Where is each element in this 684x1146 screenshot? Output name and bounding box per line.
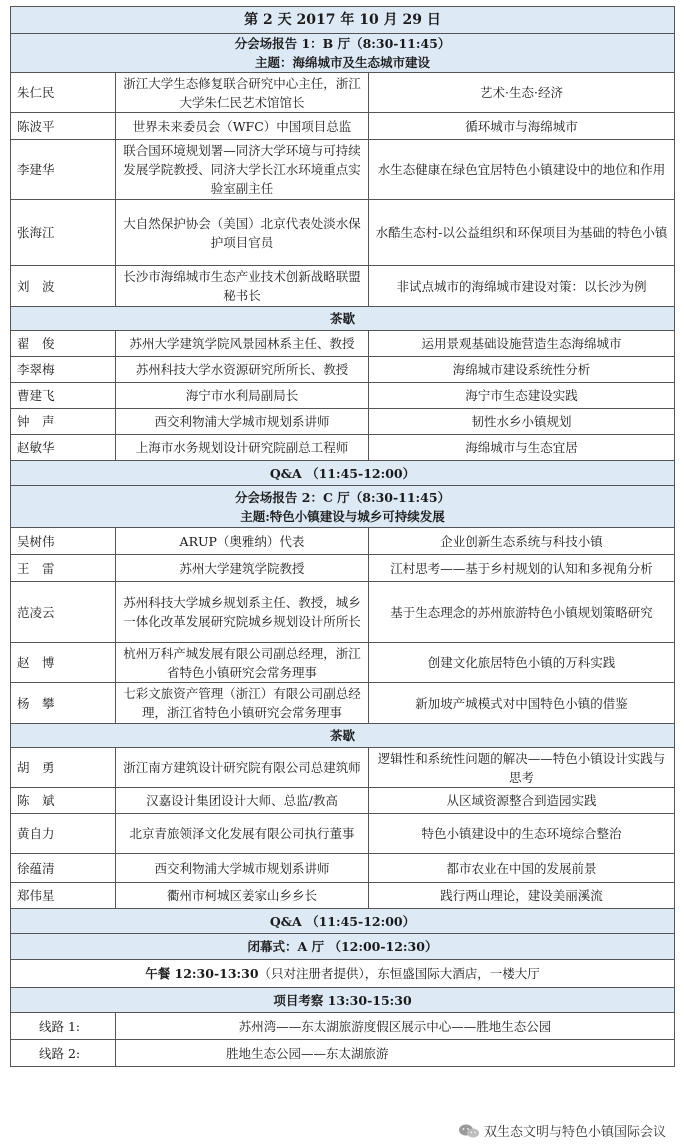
tour-title: 项目考察 13:30-15:30 [11,988,675,1013]
session-2-theme: 主题:特色小镇建设与城乡可持续发展 [240,508,445,524]
speaker-affiliation: ARUP（奥雅纳）代表 [116,528,369,555]
speaker-name: 范凌云 [11,582,116,643]
route-row [11,1040,675,1067]
closing-ceremony: 闭幕式：A 厅 （12:00-12:30） [11,934,675,960]
session-1-theme: 主题：海绵城市及生态城市建设 [254,55,430,70]
tour-header-row [11,988,675,1013]
speaker-affiliation: 浙江大学生态修复联合研究中心主任，浙江大学朱仁民艺术馆馆长 [116,73,369,113]
speaker-affiliation: 苏州大学建筑学院风景园林系主任、教授 [116,331,369,357]
speaker-affiliation: 大自然保护协会（美国）北京代表处淡水保护项目官员 [116,200,369,266]
talk-topic: 特色小镇建设中的生态环境综合整治 [369,814,675,854]
session-2-header [11,486,675,528]
tea-break-row [11,724,675,748]
route-row [11,1013,675,1040]
talk-row [11,683,675,724]
talk-topic: 循环城市与海绵城市 [369,113,675,140]
route-description: 苏州湾——东太湖旅游度假区展示中心——胜地生态公园 [116,1013,675,1040]
talk-row [11,528,675,555]
speaker-affiliation: 苏州科技大学水资源研究所所长、教授 [116,357,369,383]
speaker-affiliation: 海宁市水利局副局长 [116,383,369,409]
talk-row [11,814,675,854]
talk-row [11,788,675,814]
speaker-affiliation: 汉嘉设计集团设计大师、总监/教高 [116,788,369,814]
speaker-name: 张海江 [11,200,116,266]
lunch-row [11,960,675,988]
speaker-affiliation: 西交利物浦大学城市规划系讲师 [116,409,369,435]
route-description: 胜地生态公园——东太湖旅游 [116,1040,675,1067]
speaker-name: 吴树伟 [11,528,116,555]
day-header: 第 2 天 2017 年 10 月 29 日 [11,7,675,34]
qa-label: Q&A （11:45-12:00） [11,461,675,486]
talk-topic: 践行两山理论，建设美丽溪流 [369,883,675,909]
route-name: 线路 1: [11,1013,116,1040]
talk-topic: 海绵城市与生态宜居 [369,435,675,461]
speaker-name: 王 雷 [11,555,116,582]
speaker-affiliation: 联合国环境规划署—同济大学环境与可持续发展学院教授、同济大学长江水环境重点实验室副主任 [116,140,369,200]
wechat-icon [458,1123,480,1139]
talk-row [11,140,675,200]
talk-row [11,883,675,909]
speaker-affiliation: 北京青旅领泽文化发展有限公司执行董事 [116,814,369,854]
talk-topic: 基于生态理念的苏州旅游特色小镇规划策略研究 [369,582,675,643]
talk-topic: 韧性水乡小镇规划 [369,409,675,435]
talk-row [11,582,675,643]
session-1-header [11,34,675,73]
talk-row [11,357,675,383]
speaker-name: 翟 俊 [11,331,116,357]
talk-topic: 创建文化旅居特色小镇的万科实践 [369,643,675,683]
lunch-details: （只对注册者提供），东恒盛国际大酒店，一楼大厅 [258,966,540,981]
session-1-title: 分会场报告 1：B 厅（8:30-11:45） [234,36,451,51]
tea-break-row [11,307,675,331]
speaker-affiliation: 苏州科技大学城乡规划系主任、教授，城乡一体化改革发展研究院城乡规划设计所所长 [116,582,369,643]
talk-row [11,748,675,788]
speaker-affiliation: 苏州大学建筑学院教授 [116,555,369,582]
speaker-affiliation: 西交利物浦大学城市规划系讲师 [116,854,369,883]
talk-row [11,200,675,266]
speaker-name: 徐蕴清 [11,854,116,883]
talk-topic: 艺术·生态·经济 [369,73,675,113]
speaker-name: 陈波平 [11,113,116,140]
talk-topic: 水生态健康在绿色宜居特色小镇建设中的地位和作用 [369,140,675,200]
route-name: 线路 2: [11,1040,116,1067]
closing-row [11,934,675,960]
speaker-name: 李建华 [11,140,116,200]
talk-topic: 非试点城市的海绵城市建设对策：以长沙为例 [369,266,675,307]
talk-topic: 逻辑性和系统性问题的解决——特色小镇设计实践与思考 [369,748,675,788]
talk-topic: 从区域资源整合到造园实践 [369,788,675,814]
talk-row [11,435,675,461]
talk-topic: 企业创新生态系统与科技小镇 [369,528,675,555]
schedule-table [10,6,675,1067]
speaker-name: 钟 声 [11,409,116,435]
talk-row [11,113,675,140]
talk-row [11,555,675,582]
tea-break: 茶歇 [11,307,675,331]
speaker-affiliation: 世界未来委员会（WFC）中国项目总监 [116,113,369,140]
speaker-name: 赵 博 [11,643,116,683]
watermark-text: 双生态文明与特色小镇国际会议 [483,1125,666,1140]
talk-row [11,73,675,113]
talk-row [11,854,675,883]
tea-break: 茶歇 [11,724,675,748]
session-2-title: 分会场报告 2：C 厅（8:30-11:45） [234,489,451,505]
speaker-name: 刘 波 [11,266,116,307]
talk-topic: 江村思考——基于乡村规划的认知和多视角分析 [369,555,675,582]
talk-topic: 海宁市生态建设实践 [369,383,675,409]
speaker-affiliation: 杭州万科产城发展有限公司副总经理，浙江省特色小镇研究会常务理事 [116,643,369,683]
talk-topic: 海绵城市建设系统性分析 [369,357,675,383]
talk-topic: 运用景观基础设施营造生态海绵城市 [369,331,675,357]
schedule-sheet [10,6,674,1067]
talk-row [11,266,675,307]
day-header-row [11,7,675,34]
speaker-name: 李翠梅 [11,357,116,383]
qa-row [11,909,675,934]
speaker-name: 朱仁民 [11,73,116,113]
talk-row [11,383,675,409]
talk-topic: 水酷生态村-以公益组织和环保项目为基础的特色小镇 [369,200,675,266]
lunch-time: 午餐 12:30-13:30 [145,966,259,981]
speaker-name: 赵敏华 [11,435,116,461]
speaker-affiliation: 浙江南方建筑设计研究院有限公司总建筑师 [116,748,369,788]
talk-row [11,331,675,357]
talk-topic: 都市农业在中国的发展前景 [369,854,675,883]
speaker-name: 黄自力 [11,814,116,854]
speaker-name: 曹建飞 [11,383,116,409]
speaker-name: 杨 攀 [11,683,116,724]
speaker-affiliation: 衢州市柯城区姜家山乡乡长 [116,883,369,909]
speaker-name: 陈 斌 [11,788,116,814]
qa-row [11,461,675,486]
qa-label: Q&A （11:45-12:00） [11,909,675,934]
speaker-affiliation: 上海市水务规划设计研究院副总工程师 [116,435,369,461]
speaker-name: 胡 勇 [11,748,116,788]
talk-topic: 新加坡产城模式对中国特色小镇的借鉴 [369,683,675,724]
talk-row [11,643,675,683]
speaker-name: 郑伟星 [11,883,116,909]
speaker-affiliation: 长沙市海绵城市生态产业技术创新战略联盟秘书长 [116,266,369,307]
watermark [454,1121,670,1140]
talk-row [11,409,675,435]
speaker-affiliation: 七彩文旅资产管理（浙江）有限公司副总经理，浙江省特色小镇研究会常务理事 [116,683,369,724]
